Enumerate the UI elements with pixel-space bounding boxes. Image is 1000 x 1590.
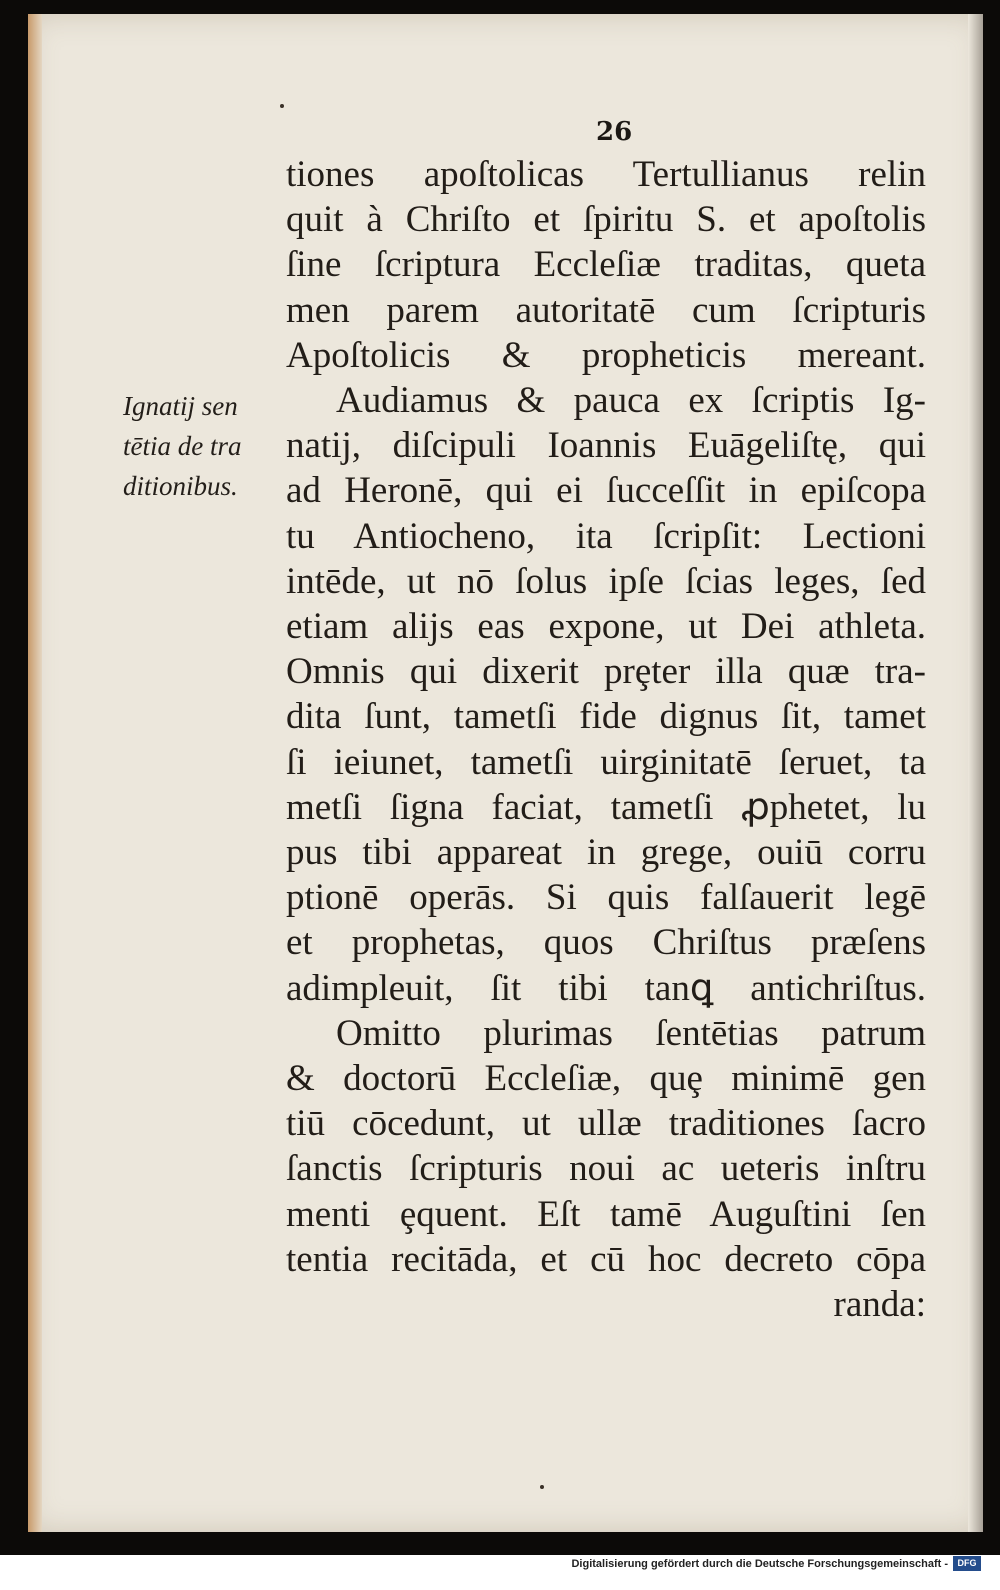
text-line: pus tibi appareat in grege, ouiū corru bbox=[286, 832, 926, 874]
text-line: quit à Chriſto et ſpiritu S. et apoſtolis bbox=[286, 199, 926, 241]
text-line: tiones apoſtolicas Tertullianus relin bbox=[286, 154, 926, 195]
text-line: intēde, ut nō ſolus ipſe ſcias leges, ſed bbox=[286, 560, 926, 602]
text-line: menti ȩquent. Eſt tamē Auguſtini ſen bbox=[286, 1193, 926, 1235]
text-line: adimpleuit, ſit tibi tanꝗ antichriſtus. bbox=[286, 967, 926, 1009]
marginal-note-line: ditionibus. bbox=[123, 471, 238, 501]
ink-speck bbox=[280, 104, 284, 108]
dfg-logo: DFG bbox=[953, 1556, 981, 1571]
text-line: ſine ſcriptura Eccleſiæ traditas, queta bbox=[286, 244, 926, 286]
text-line: etiam alijs eas expone, ut Dei athleta. bbox=[286, 606, 926, 648]
text-line: men parem autoritatē cum ſcripturis bbox=[286, 289, 926, 331]
text-line: et prophetas, quos Chriſtus præſens bbox=[286, 922, 926, 964]
marginal-note-line: tētia de tra bbox=[123, 431, 242, 461]
page-fore-edge bbox=[968, 14, 983, 1532]
paragraph-start-line: Audiamus & pauca ex ſcriptis Ig- bbox=[336, 380, 926, 422]
text-line: dita ſunt, tametſi fide dignus ſit, tamet bbox=[286, 696, 926, 738]
page-number: 26 bbox=[596, 117, 633, 147]
text-line: Apoſtolicis & propheticis mereant. bbox=[286, 334, 926, 376]
text-line: ad Heronē, qui ei ſucceſſit in epiſcopa bbox=[286, 470, 926, 512]
paragraph-start-line: Omitto plurimas ſentētias patrum bbox=[336, 1012, 926, 1054]
page-gutter-edge bbox=[28, 14, 42, 1532]
text-line: ptionē operās. Si quis falſauerit legē bbox=[286, 877, 926, 919]
funding-credit: Digitalisierung gefördert durch die Deutsche Forschungsgemeinschaft - bbox=[571, 1558, 948, 1570]
text-line: tiū cōcedunt, ut ullæ traditiones ſacro bbox=[286, 1103, 926, 1145]
text-line: tu Antiocheno, ita ſcripſit: Lectioni bbox=[286, 515, 926, 557]
marginal-note bbox=[123, 386, 283, 506]
text-line: & doctorū Eccleſiæ, quȩ minimē gen bbox=[286, 1058, 926, 1100]
text-line: Omnis qui dixerit prȩter illa quæ tra- bbox=[286, 651, 926, 693]
text-line: ſi ieiunet, tametſi uirginitatē ſeruet, ta bbox=[286, 741, 926, 783]
text-line: metſi ſigna faciat, tametſi ꝓphetet, lu bbox=[286, 786, 926, 828]
text-line: tentia recitāda, et cū hoc decreto cōpa bbox=[286, 1238, 926, 1280]
text-line: ſanctis ſcripturis noui ac ueteris inſtru bbox=[286, 1148, 926, 1190]
text-line: natij, diſcipuli Ioannis Euāgeliſtę, qui bbox=[286, 425, 926, 467]
main-text-block bbox=[286, 152, 926, 1327]
ink-speck bbox=[540, 1485, 544, 1489]
catchword-line: randa: bbox=[833, 1284, 926, 1326]
marginal-note-line: Ignatij sen bbox=[123, 391, 238, 421]
